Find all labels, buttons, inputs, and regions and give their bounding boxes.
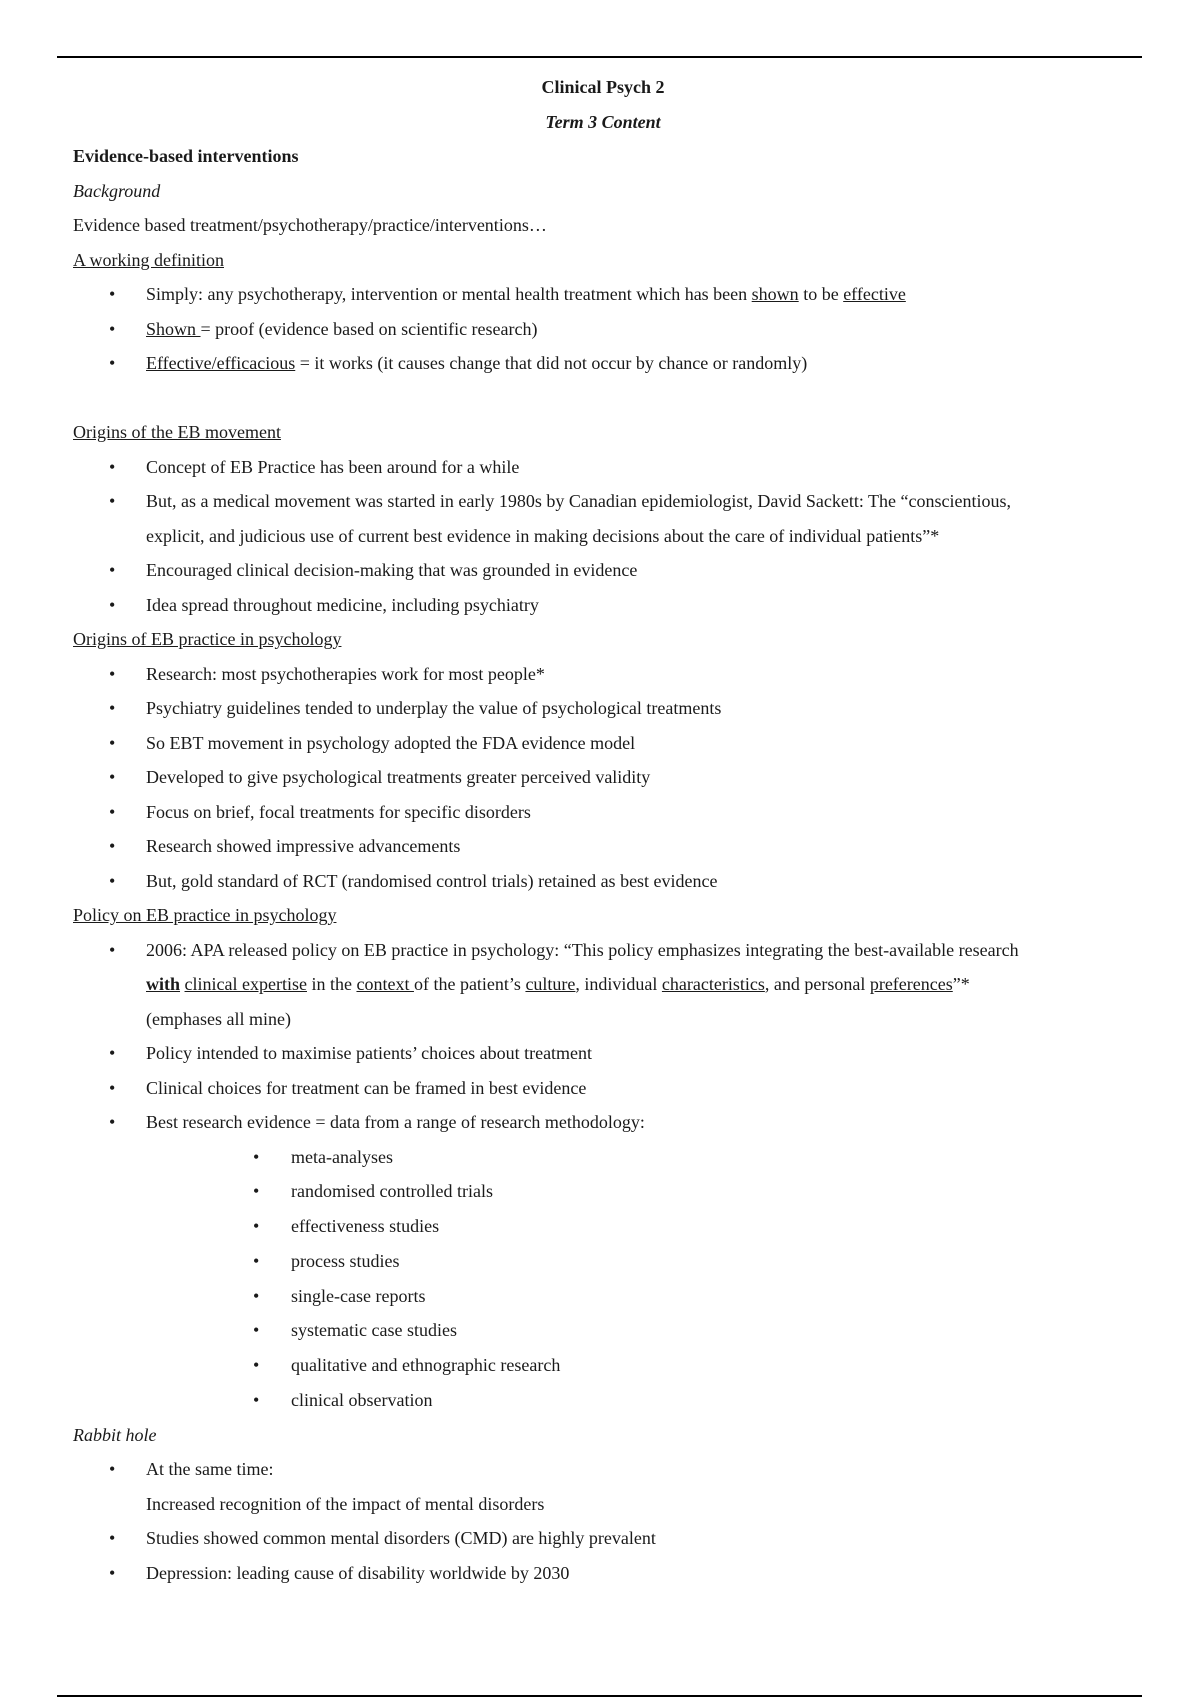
- document-subtitle: Term 3 Content: [545, 111, 661, 132]
- list-item: • Idea spread throughout medicine, including psychiatry: [73, 588, 1133, 623]
- with-term: with: [146, 974, 181, 994]
- sub-list-item: • effectiveness studies: [73, 1209, 1133, 1244]
- list-item: • So EBT movement in psychology adopted the FDA evidence model: [73, 726, 1133, 761]
- rabbit-hole-heading: Rabbit hole: [73, 1424, 157, 1445]
- culture-term: culture: [525, 974, 576, 994]
- sub-list-item: • qualitative and ethnographic research: [73, 1348, 1133, 1383]
- policy-heading: Policy on EB practice in psychology: [73, 905, 337, 925]
- sub-list-item: • meta-analyses: [73, 1140, 1133, 1175]
- context-term: context: [356, 974, 414, 994]
- list-item: • Psychiatry guidelines tended to underplay the value of psychological treatments: [73, 691, 1133, 726]
- list-item: • Policy intended to maximise patients’ choices about treatment: [73, 1036, 1133, 1071]
- document-page: [73, 70, 1133, 1590]
- origins-psych-heading: Origins of EB practice in psychology: [73, 629, 342, 649]
- sub-list-item: • clinical observation: [73, 1383, 1133, 1418]
- list-item: • Research: most psychotherapies work for most people*: [73, 657, 1133, 692]
- list-item-continuation: Increased recognition of the impact of mental disorders: [146, 1493, 545, 1514]
- list-item: • Studies showed common mental disorders (CMD) are highly prevalent: [73, 1521, 1133, 1556]
- list-item: • Developed to give psychological treatments greater perceived validity: [73, 760, 1133, 795]
- bottom-rule: [57, 1695, 1142, 1697]
- list-item: • Clinical choices for treatment can be framed in best evidence: [73, 1071, 1133, 1106]
- list-item: • Focus on brief, focal treatments for specific disorders: [73, 795, 1133, 830]
- clinical-expertise-term: clinical expertise: [184, 974, 307, 994]
- list-item-continuation: (emphases all mine): [146, 1008, 291, 1029]
- sub-list-item: • systematic case studies: [73, 1313, 1133, 1348]
- list-item: • Simply: any psychotherapy, intervention or mental health treatment which has been shown to be effective: [73, 277, 1133, 312]
- list-item: • But, as a medical movement was started in early 1980s by Canadian epidemiologist, David Sackett: The “conscientious,: [73, 484, 1133, 519]
- list-item: • Depression: leading cause of disability worldwide by 2030: [73, 1556, 1133, 1591]
- sub-list-item: • process studies: [73, 1244, 1133, 1279]
- effective-term: effective: [843, 284, 906, 304]
- list-item: • At the same time:: [73, 1452, 1133, 1487]
- list-item: • Encouraged clinical decision-making that was grounded in evidence: [73, 553, 1133, 588]
- working-definition-heading: A working definition: [73, 249, 224, 270]
- list-item: • Best research evidence = data from a range of research methodology:: [73, 1105, 1133, 1140]
- preferences-term: preferences: [869, 974, 953, 994]
- document-title: Clinical Psych 2: [541, 77, 665, 97]
- list-item-continuation: explicit, and judicious use of current best evidence in making decisions about the care of individual patients”*: [146, 525, 940, 546]
- spacer: [73, 381, 1133, 416]
- characteristics-term: characteristics: [661, 974, 765, 994]
- origins-eb-heading: Origins of the EB movement: [73, 422, 281, 442]
- list-item: • Shown = proof (evidence based on scientific research): [73, 312, 1133, 347]
- list-item: • Concept of EB Practice has been around for a while: [73, 450, 1133, 485]
- sub-list-item: • single-case reports: [73, 1279, 1133, 1314]
- top-rule: [57, 56, 1142, 58]
- list-item: • Research showed impressive advancements: [73, 829, 1133, 864]
- section-heading: Evidence-based interventions: [73, 146, 299, 166]
- intro-text: Evidence based treatment/psychotherapy/practice/interventions…: [73, 215, 547, 235]
- shown-term: shown: [751, 284, 799, 304]
- sub-list-item: • randomised controlled trials: [73, 1174, 1133, 1209]
- list-item: • But, gold standard of RCT (randomised control trials) retained as best evidence: [73, 864, 1133, 899]
- list-item: • 2006: APA released policy on EB practice in psychology: “This policy emphasizes integrating the best-available research: [73, 933, 1133, 968]
- background-label: Background: [73, 180, 161, 201]
- list-item: • Effective/efficacious = it works (it causes change that did not occur by chance or randomly): [73, 346, 1133, 381]
- list-item-continuation: with clinical expertise in the context of the patient’s culture, individual characteristics, and personal preferences”*: [146, 974, 970, 994]
